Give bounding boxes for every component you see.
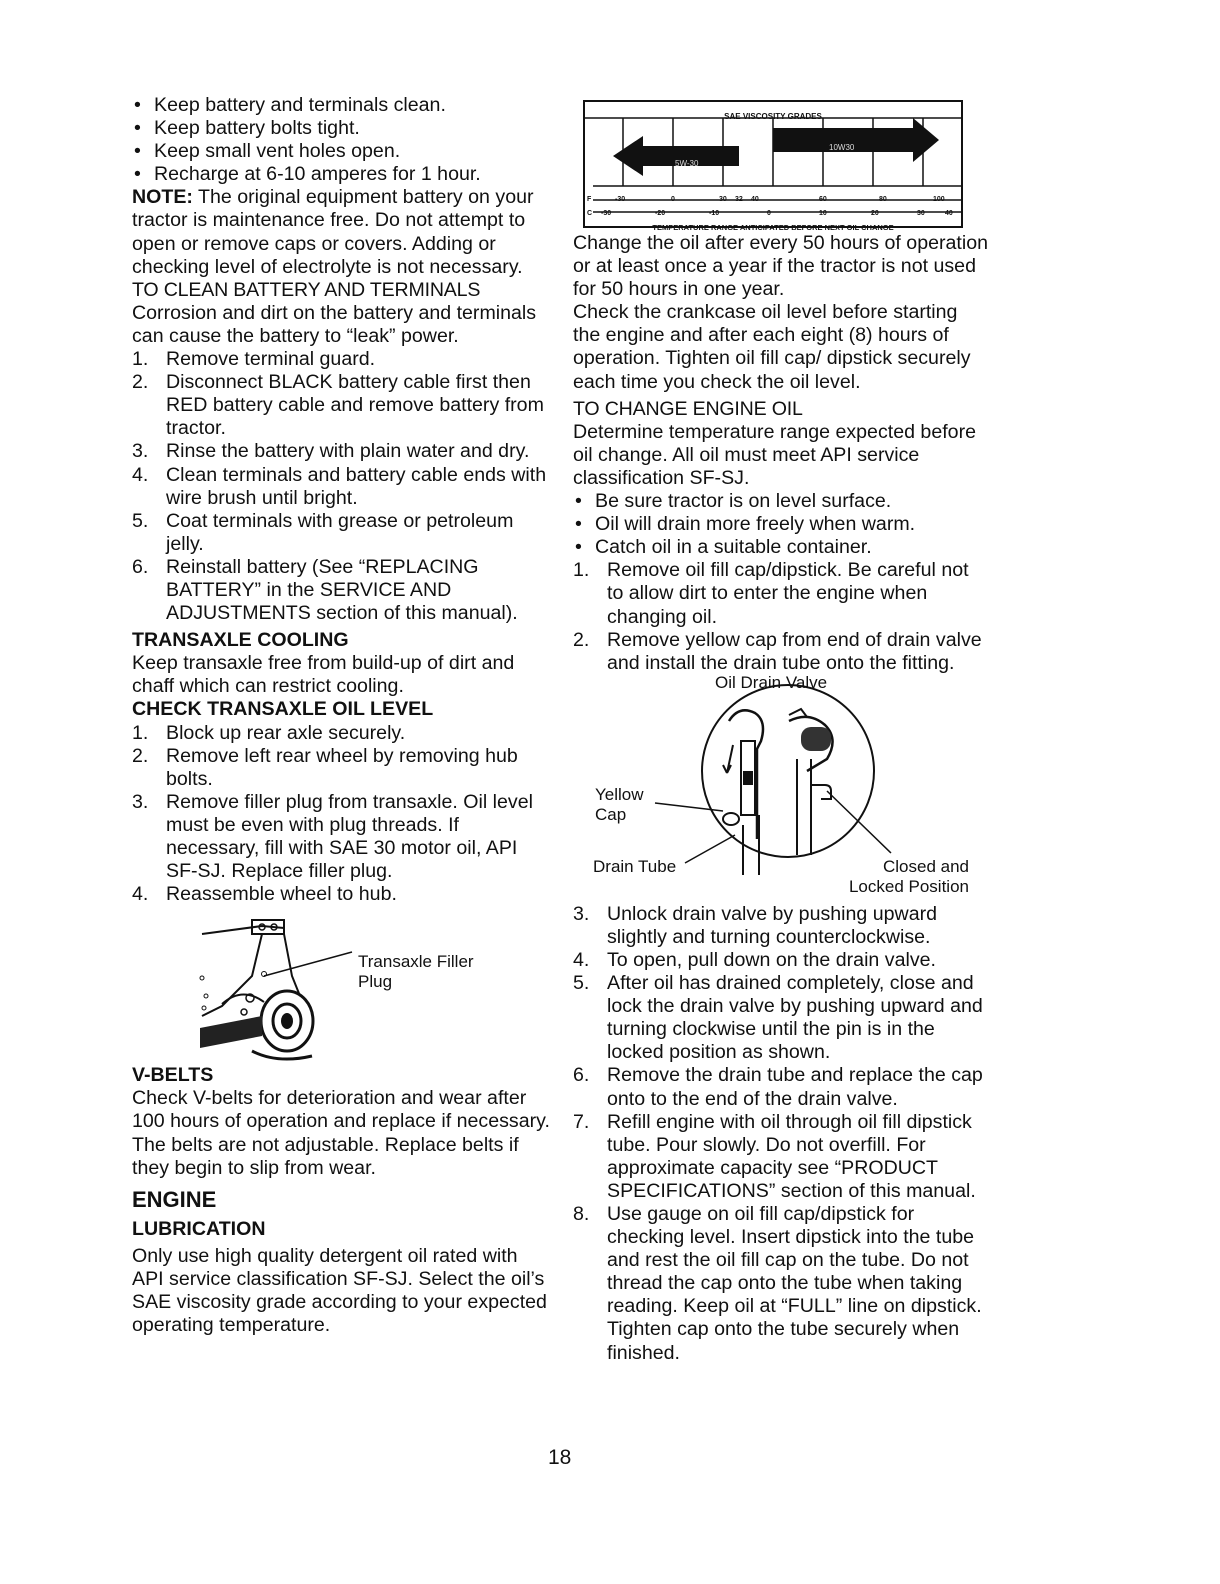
step-text: Clean terminals and battery cable ends with wire brush until bright. — [166, 463, 547, 509]
right-column — [573, 100, 988, 1365]
oil-level-step-4 — [132, 883, 550, 906]
transaxle-cooling-text: Keep transaxle free from build-up of dirt and chaff which can restrict cooling. — [132, 652, 515, 698]
oil-drain-valve-title: Oil Drain Valve — [715, 672, 828, 692]
celsius-label: C — [587, 210, 593, 217]
drain-tube-label: Drain Tube — [593, 856, 677, 876]
battery-bullet-2: • Keep battery bolts tight. — [132, 117, 550, 140]
c-tick: -10 — [709, 210, 720, 217]
oil-level-step-3 — [132, 791, 550, 883]
step-number: 2. — [573, 628, 590, 651]
c-tick: 10 — [819, 210, 827, 217]
f-tick: 0 — [671, 196, 675, 203]
clean-step-1 — [132, 348, 550, 371]
f-tick: 80 — [879, 196, 887, 203]
vbelts-heading: V-BELTS — [132, 1064, 214, 1087]
step-number: 8. — [573, 1203, 590, 1225]
clean-battery-intro: Corrosion and dirt on the battery and terminals can cause the battery to “leak” power. — [132, 301, 537, 347]
step-number: 4. — [132, 883, 149, 906]
step-number: 1. — [132, 348, 149, 371]
f-tick: -30 — [615, 196, 626, 203]
step-text: Rinse the battery with plain water and dry. — [166, 440, 530, 463]
transaxle-filler-label — [358, 952, 474, 992]
step-text: Remove filler plug from transaxle. Oil level must be even with plug threads. If necessary, fill with SAE 30 motor oil, API SF-SJ. Replace filler plug. — [166, 790, 533, 883]
step-text: Reassemble wheel to hub. — [166, 883, 397, 906]
step-number: 2. — [132, 744, 149, 767]
step-number: 3. — [573, 902, 590, 925]
step-text: Disconnect BLACK battery cable first then RED battery cable and remove battery from tractor. — [166, 371, 544, 440]
closed-locked-label — [831, 857, 969, 897]
step-text: Remove the drain tube and replace the cap onto to the end of the drain valve. — [607, 1064, 983, 1110]
battery-bullet-3: • Keep small vent holes open. — [132, 140, 550, 163]
closed-locked-line1: Closed and — [882, 856, 969, 876]
grade-5w30-label: 5W-30 — [675, 159, 699, 168]
step-number: 3. — [132, 440, 149, 463]
step-text: Remove yellow cap from end of drain valve and install the drain tube onto the fitting. — [607, 628, 982, 674]
step-number: 5. — [132, 509, 149, 532]
change-step-4 — [573, 949, 988, 972]
change-bullet-2: • Oil will drain more freely when warm. — [573, 513, 988, 536]
change-oil-heading: TO CHANGE ENGINE OIL — [573, 397, 803, 420]
oil-level-step-1 — [132, 722, 550, 745]
step-text: To open, pull down on the drain valve. — [607, 948, 936, 971]
change-step-8 — [573, 1203, 988, 1365]
clean-step-5 — [132, 510, 550, 556]
step-text: Remove terminal guard. — [166, 348, 376, 371]
change-bullet-3: • Catch oil in a suitable container. — [573, 536, 988, 559]
step-text: Unlock drain valve by pushing upward slightly and turning counterclockwise. — [607, 902, 938, 948]
f-tick: 32 — [735, 196, 743, 203]
c-tick: 0 — [767, 210, 771, 217]
step-text: Coat terminals with grease or petroleum jelly. — [166, 509, 514, 555]
transaxle-label-line1: Transaxle Filler — [358, 952, 474, 972]
note-text: The original equipment battery on your tractor is maintenance free. Do not attempt to open or remove caps or covers. Adding or checking level of electrolyte is not necessary. — [132, 186, 534, 278]
fahrenheit-label: F — [587, 196, 592, 203]
f-tick: 30 — [719, 196, 727, 203]
viscosity-chart-title: SAE VISCOSITY GRADES — [724, 112, 822, 121]
battery-bullet-1: • Keep battery and terminals clean. — [132, 94, 550, 117]
step-number: 5. — [573, 972, 590, 995]
clean-step-6 — [132, 556, 550, 625]
yellow-cap-line1: Yellow — [595, 784, 644, 804]
step-text: Reinstall battery (See “REPLACING BATTERY” in the SERVICE AND ADJUSTMENTS section of this manual). — [166, 555, 518, 625]
left-column — [132, 94, 550, 1337]
c-tick: 20 — [871, 210, 879, 217]
transaxle-cooling-heading: TRANSAXLE COOLING — [132, 629, 349, 652]
step-text: Use gauge on oil fill cap/dipstick for checking level. Insert dipstick into the tube and rest the oil fill cap on the tube. Do not thread the cap onto the tube when taking reading. Keep oil at “FULL” line on dipstick. Tighten cap onto the tube securely when finished. — [607, 1203, 982, 1364]
yellow-cap-label — [595, 785, 644, 825]
step-text: Remove left rear wheel by removing hub bolts. — [166, 744, 518, 790]
change-step-2 — [573, 629, 988, 675]
step-text: Block up rear axle securely. — [166, 721, 406, 744]
change-bullet-1: • Be sure tractor is on level surface. — [573, 490, 988, 513]
transaxle-filler-figure — [132, 916, 550, 1064]
change-step-1 — [573, 559, 988, 628]
oil-drain-valve-figure — [573, 672, 988, 903]
c-tick: -20 — [655, 210, 666, 217]
step-number: 7. — [573, 1110, 590, 1133]
clean-step-4 — [132, 464, 550, 510]
step-text: After oil has drained completely, close and lock the drain valve by pushing upward and turning clockwise until the pin is in the locked position as shown. — [607, 972, 983, 1064]
oil-level-step-2 — [132, 745, 550, 791]
clean-step-2 — [132, 371, 550, 440]
step-number: 6. — [132, 555, 149, 578]
transaxle-label-line2: Plug — [358, 972, 393, 992]
transaxle-oil-heading: CHECK TRANSAXLE OIL LEVEL — [132, 698, 434, 721]
viscosity-chart — [583, 100, 963, 232]
change-step-6 — [573, 1064, 988, 1110]
battery-note — [132, 186, 550, 278]
c-tick: 40 — [945, 210, 953, 217]
yellow-cap-line2: Cap — [595, 804, 627, 824]
step-number: 3. — [132, 790, 149, 813]
f-tick: 40 — [751, 196, 759, 203]
step-text: Remove oil fill cap/dipstick. Be careful not to allow dirt to enter the engine when changing oil. — [607, 559, 969, 628]
engine-heading: ENGINE — [132, 1186, 217, 1212]
change-step-5 — [573, 972, 988, 1064]
f-tick: 100 — [933, 196, 945, 203]
change-oil-intro: Determine temperature range expected before oil change. All oil must meet API service classification SF-SJ. — [573, 420, 976, 489]
vbelts-text: Check V-belts for deterioration and wear after 100 hours of operation and replace if necessary. The belts are not adjustable. Replace belts if they begin to slip from wear. — [132, 1087, 550, 1179]
c-tick: 30 — [917, 210, 925, 217]
c-tick: -30 — [601, 210, 612, 217]
lubrication-heading: LUBRICATION — [132, 1217, 266, 1240]
step-text: Refill engine with oil through oil fill dipstick tube. Pour slowly. Do not overfill. For approximate capacity see “PRODUCT SPECIFICATIONS” section of this manual. — [607, 1110, 976, 1202]
transaxle-illustration — [192, 916, 362, 1064]
viscosity-chart-footer: TEMPERATURE RANGE ANTICIPATED BEFORE NEXT OIL CHANGE — [652, 223, 894, 232]
page-number: 18 — [548, 1446, 572, 1469]
grade-10w30-label: 10W30 — [829, 143, 855, 152]
lubrication-text: Only use high quality detergent oil rated with API service classification SF-SJ. Select the oil’s SAE viscosity grade according to your expected operating temperature. — [132, 1244, 547, 1337]
f-tick: 60 — [819, 196, 827, 203]
step-number: 6. — [573, 1064, 590, 1087]
closed-locked-line2: Locked Position — [848, 876, 969, 896]
oil-change-interval: Change the oil after every 50 hours of operation or at least once a year if the tractor is not used for 50 hours in one year. — [573, 232, 988, 301]
step-number: 2. — [132, 371, 149, 394]
battery-bullet-4: • Recharge at 6-10 amperes for 1 hour. — [132, 163, 550, 186]
clean-step-3 — [132, 440, 550, 463]
step-number: 1. — [132, 721, 149, 744]
change-step-7 — [573, 1111, 988, 1203]
clean-battery-heading: TO CLEAN BATTERY AND TERMINALS — [132, 278, 481, 301]
change-step-3 — [573, 903, 988, 949]
step-number: 4. — [132, 463, 149, 486]
step-number: 1. — [573, 559, 590, 582]
note-label: NOTE: — [132, 186, 193, 209]
oil-check-level: Check the crankcase oil level before starting the engine and after each eight (8) hours of operation. Tighten oil fill cap/ dipstick securely each time you check the oil level. — [573, 301, 971, 393]
step-number: 4. — [573, 948, 590, 971]
